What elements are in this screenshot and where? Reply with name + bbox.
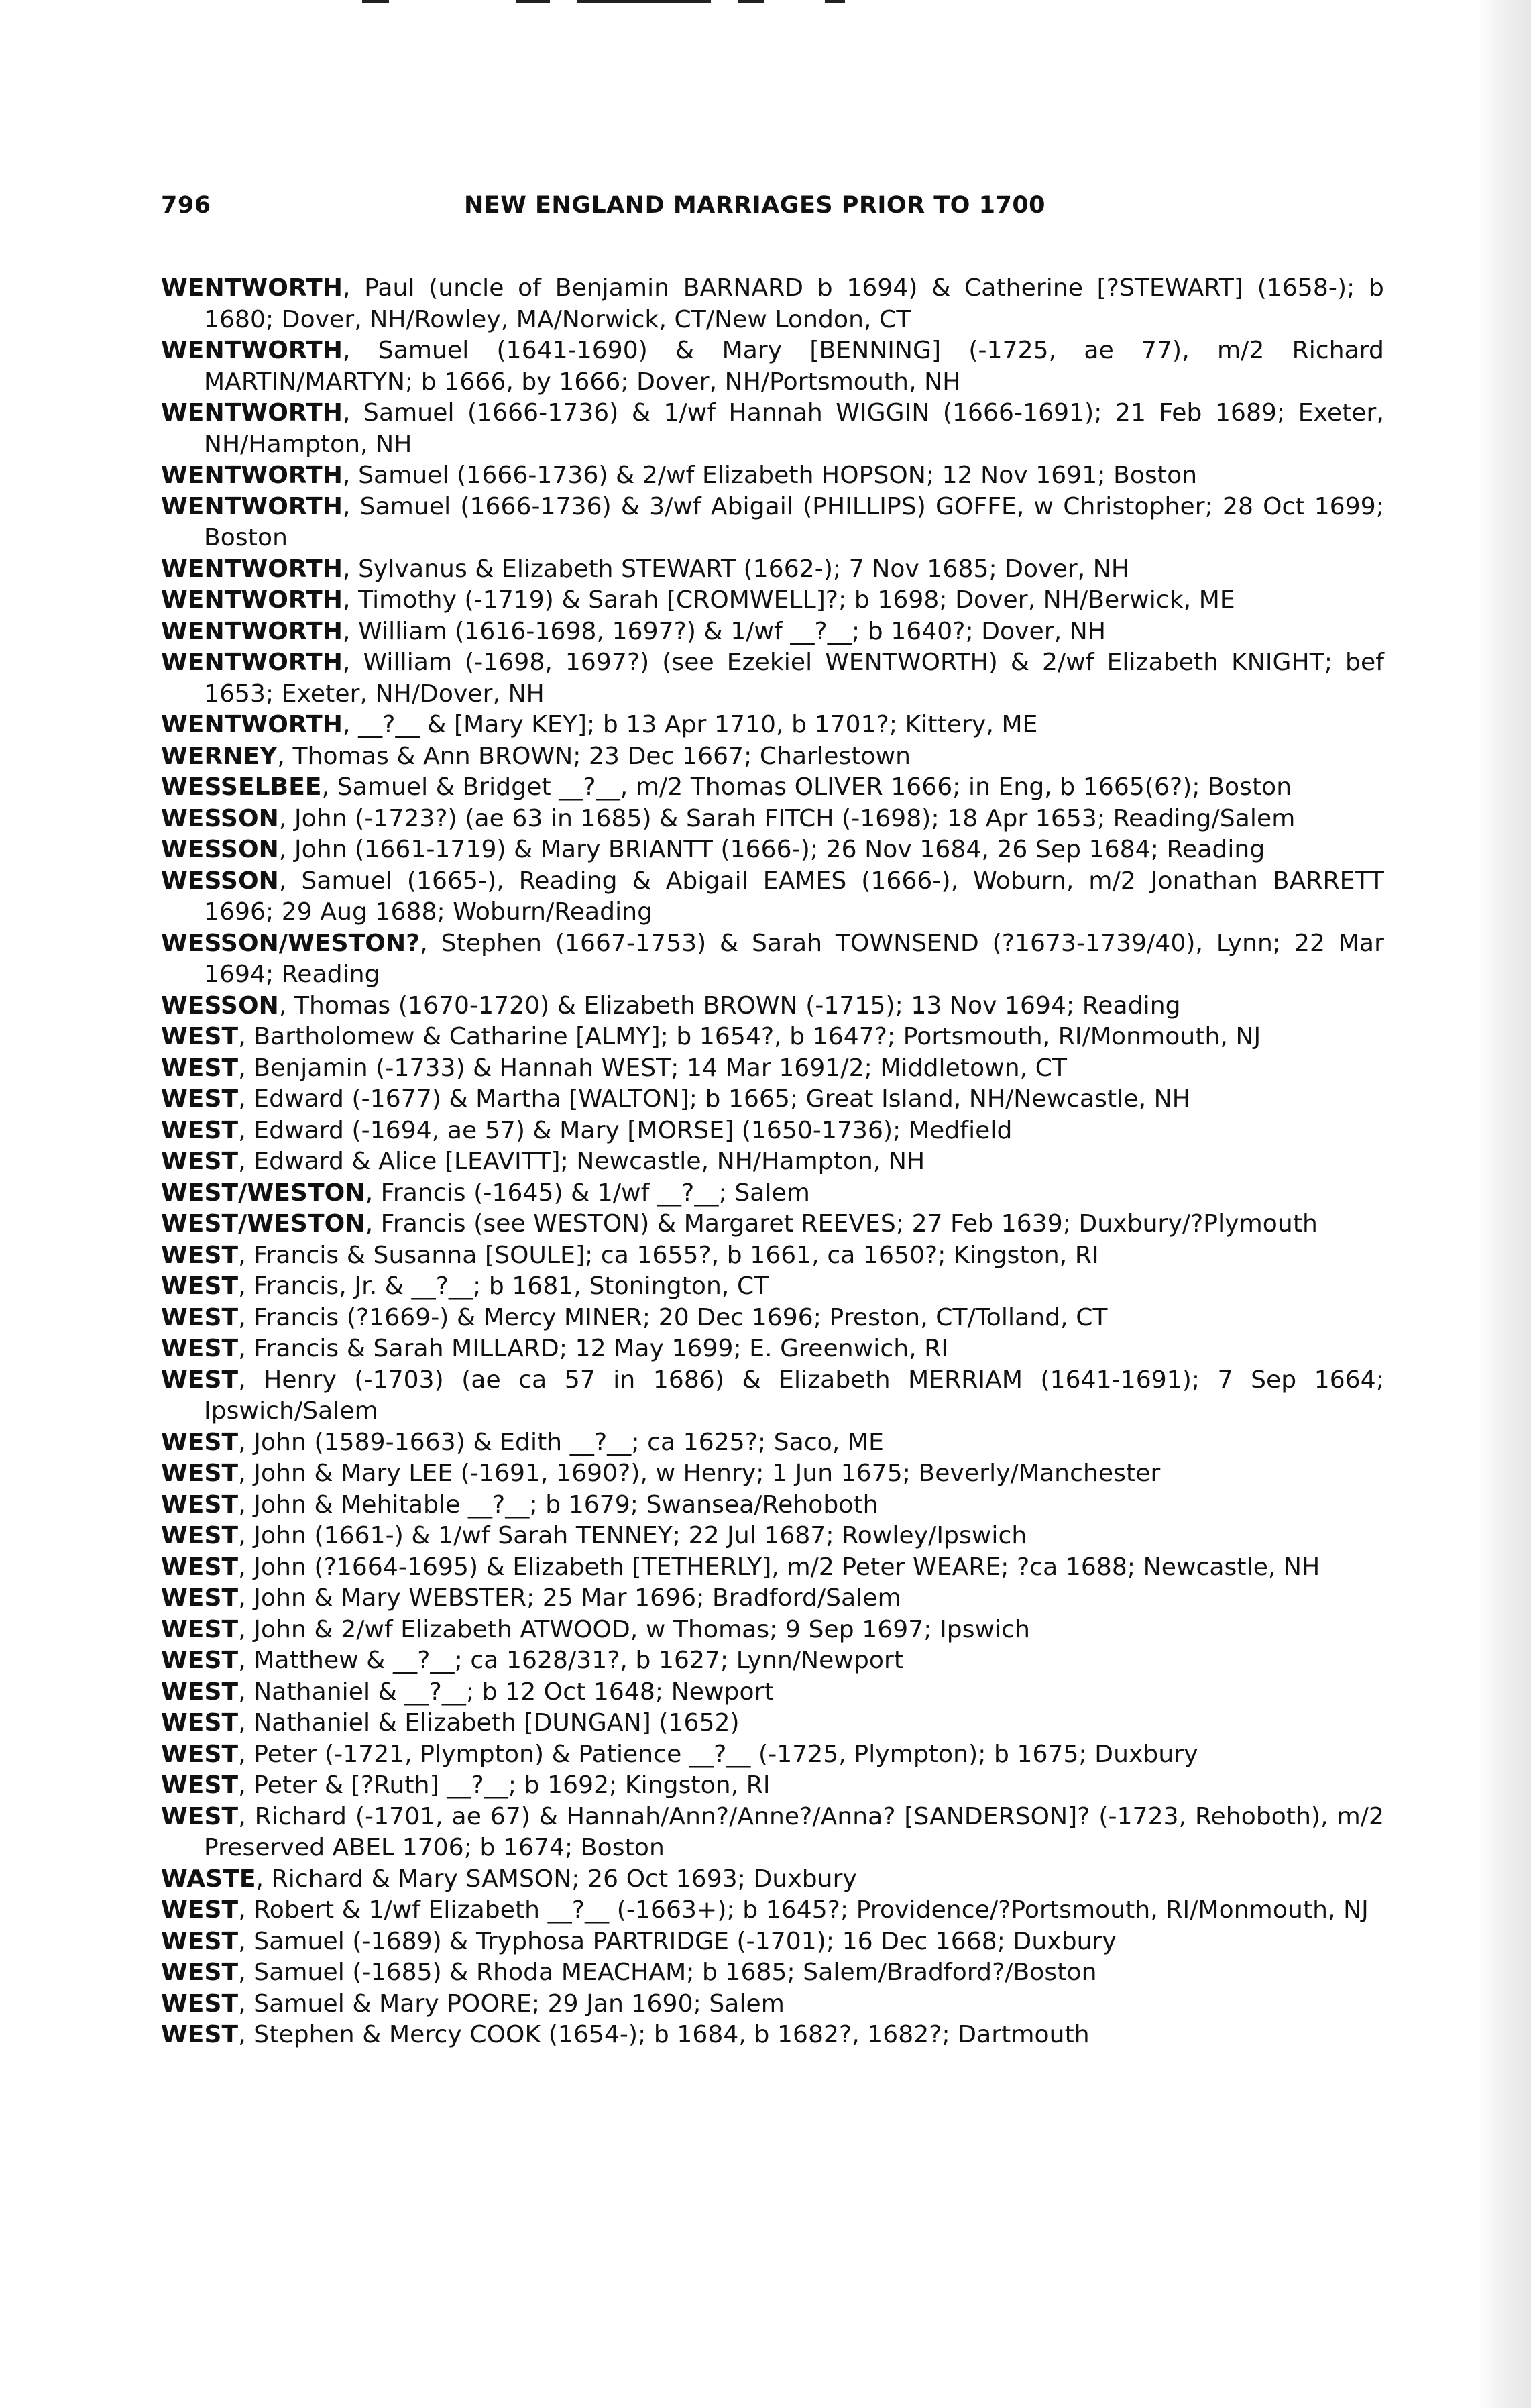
marriage-entry [161,710,1384,741]
marriage-entries-list [161,273,1384,2051]
entry-details: , Robert & 1/wf Elizabeth __?__ (-1663+); b 1645?; Providence/?Portsmouth, RI/Monmouth, NJ [238,1896,1369,1924]
entry-details: , John & 2/wf Elizabeth ATWOOD, w Thomas; 9 Sep 1697; Ipswich [238,1615,1031,1643]
entry-details: , Edward (-1694, ae 57) & Mary [MORSE] (1650-1736); Medfield [238,1116,1013,1144]
entry-surname: WEST [161,1335,239,1362]
entry-surname: WENTWORTH [161,555,343,583]
marriage-entry [161,2020,1384,2051]
entry-details: , Samuel (1666-1736) & 3/wf Abigail (PHILLIPS) GOFFE, w Christopher; 28 Oct 1699; Boston [204,492,1384,551]
entry-surname: WESSELBEE [161,773,322,801]
entry-surname: WENTWORTH [161,492,343,521]
entry-details: , John (?1664-1695) & Elizabeth [TETHERLY], m/2 Peter WEARE; ?ca 1688; Newcastle, NH [238,1553,1320,1581]
entry-details: , Francis, Jr. & __?__; b 1681, Stonington, CT [238,1272,769,1300]
entry-surname: WESSON [161,804,279,832]
entry-details: , Peter & [?Ruth] __?__; b 1692; Kingston, RI [238,1771,771,1799]
entry-details: , Stephen & Mercy COOK (1654-); b 1684, b 1682?, 1682?; Dartmouth [238,2021,1090,2048]
marriage-entry [161,1708,1384,1739]
entry-surname: WEST [161,1989,239,2018]
marriage-entry [161,991,1384,1022]
entry-details: , Samuel (1665-), Reading & Abigail EAMES (1666-), Woburn, m/2 Jonathan BARRETT 1696; 29 Aug 1688; Woburn/Reading [204,867,1384,926]
entry-details: , John (-1723?) (ae 63 in 1685) & Sarah FITCH (-1698); 18 Apr 1653; Reading/Salem [278,804,1296,832]
entry-surname: WEST [161,1428,239,1456]
entry-surname: WEST [161,1959,239,1986]
marriage-entry [161,335,1384,398]
entry-details: , Paul (uncle of Benjamin BARNARD b 1694) & Catherine [?STEWART] (1658-); b 1680; Dover, NH/Rowley, MA/Norwick, CT/New London, CT [204,274,1384,333]
entry-surname: WEST [161,1615,239,1643]
entry-surname: WENTWORTH [161,399,343,427]
entry-surname: WEST [161,1303,239,1331]
entry-details: , Samuel (-1685) & Rhoda MEACHAM; b 1685; Salem/Bradford?/Boston [238,1959,1097,1986]
marriage-entry [161,834,1384,866]
entry-details: , John (1661-) & 1/wf Sarah TENNEY; 22 Jul 1687; Rowley/Ipswich [238,1522,1027,1549]
marriage-entry [161,460,1384,492]
entry-details: , William (-1698, 1697?) (see Ezekiel WENTWORTH) & 2/wf Elizabeth KNIGHT; bef 1653; Exeter, NH/Dover, NH [204,649,1384,708]
marriage-entry [161,741,1384,773]
entry-details: , Peter (-1721, Plympton) & Patience __?__ (-1725, Plympton); b 1675; Duxbury [238,1740,1198,1768]
marriage-entry [161,1957,1384,1989]
entry-surname: WEST [161,1522,239,1549]
entry-details: , John (1661-1719) & Mary BRIANTT (1666-); 26 Nov 1684, 26 Sep 1684; Reading [278,836,1265,863]
entry-surname: WENTWORTH [161,461,343,489]
entry-details: , John & Mary WEBSTER; 25 Mar 1696; Bradford/Salem [238,1584,901,1612]
marriage-entry [161,1084,1384,1115]
running-title: NEW ENGLAND MARRIAGES PRIOR TO 1700 [464,192,1046,219]
scan-top-marks [362,0,872,4]
marriage-entry [161,1115,1384,1147]
marriage-entry [161,1770,1384,1802]
entry-details: , Edward (-1677) & Martha [WALTON]; b 1665; Great Island, NH/Newcastle, NH [238,1085,1190,1113]
entry-details: , William (1616-1698, 1697?) & 1/wf __?__; b 1640?; Dover, NH [343,617,1107,645]
entry-surname: WEST [161,1896,239,1924]
entry-surname: WENTWORTH [161,337,343,364]
entry-details: , Thomas & Ann BROWN; 23 Dec 1667; Charlestown [277,742,911,770]
entry-details: , John & Mary LEE (-1691, 1690?), w Henry; 1 Jun 1675; Beverly/Manchester [238,1460,1161,1487]
marriage-entry [161,492,1384,554]
entry-details: , Samuel & Mary POORE; 29 Jan 1690; Salem [238,1989,785,2018]
entry-surname: WESSON [161,991,279,1020]
entry-surname: WENTWORTH [161,649,343,676]
entry-surname: WEST [161,1148,239,1175]
entry-details: , John & Mehitable __?__; b 1679; Swansea/Rehoboth [238,1490,878,1519]
entry-surname: WENTWORTH [161,711,343,738]
entry-surname: WENTWORTH [161,617,343,645]
marriage-entry [161,1521,1384,1552]
entry-details: , Samuel (1666-1736) & 1/wf Hannah WIGGIN (1666-1691); 21 Feb 1689; Exeter, NH/Hampton, NH [204,399,1384,458]
marriage-entry [161,1802,1384,1864]
entry-surname: WEST [161,1709,239,1737]
entry-details: , Samuel (-1689) & Tryphosa PARTRIDGE (-1701); 16 Dec 1668; Duxbury [238,1927,1117,1955]
entry-details: , Thomas (1670-1720) & Elizabeth BROWN (-1715); 13 Nov 1694; Reading [278,991,1181,1020]
entry-details: , Richard & Mary SAMSON; 26 Oct 1693; Duxbury [256,1865,857,1893]
scan-page-edge [1477,0,1531,2408]
entry-details: , John (1589-1663) & Edith __?__; ca 1625?; Saco, ME [238,1428,884,1456]
marriage-entry [161,1677,1384,1708]
entry-surname: WESSON [161,867,279,895]
entry-surname: WEST [161,1054,239,1082]
entry-surname: WERNEY [161,742,278,770]
entry-surname: WESSON/WESTON? [161,929,420,957]
marriage-entry [161,273,1384,335]
entry-details: , Bartholomew & Catharine [ALMY]; b 1654?, b 1647?; Portsmouth, RI/Monmouth, NJ [238,1023,1261,1050]
entry-surname: WEST [161,1460,239,1487]
entry-details: , Francis (?1669-) & Mercy MINER; 20 Dec 1696; Preston, CT/Tolland, CT [238,1303,1108,1331]
entry-details: , Samuel (1641-1690) & Mary [BENNING] (-1725, ae 77), m/2 Richard MARTIN/MARTYN; b 1666, by 1666; Dover, NH/Portsmouth, NH [204,337,1384,396]
marriage-entry [161,647,1384,710]
entry-surname: WENTWORTH [161,586,343,614]
entry-surname: WASTE [161,1865,256,1893]
entry-details: , Nathaniel & __?__; b 12 Oct 1648; Newport [238,1678,774,1706]
entry-surname: WEST [161,1678,239,1706]
entry-details: , Samuel (1666-1736) & 2/wf Elizabeth HOPSON; 12 Nov 1691; Boston [343,461,1198,489]
entry-details: , Francis & Sarah MILLARD; 12 May 1699; E. Greenwich, RI [238,1335,949,1362]
entry-surname: WEST [161,1023,239,1050]
entry-surname: WEST [161,1927,239,1955]
page-number: 796 [161,192,211,219]
marriage-entry [161,1864,1384,1896]
marriage-entry [161,1895,1384,1926]
marriage-entry [161,1458,1384,1490]
marriage-entry [161,616,1384,648]
entry-details: , Nathaniel & Elizabeth [DUNGAN] (1652) [238,1709,740,1737]
entry-surname: WEST [161,1740,239,1768]
marriage-entry [161,1739,1384,1771]
marriage-entry [161,1645,1384,1677]
entry-details: , Edward & Alice [LEAVITT]; Newcastle, NH/Hampton, NH [238,1148,925,1175]
entry-details: , Benjamin (-1733) & Hannah WEST; 14 Mar 1691/2; Middletown, CT [238,1054,1068,1082]
marriage-entry [161,772,1384,804]
entry-details: , Francis (-1645) & 1/wf __?__; Salem [365,1179,810,1207]
page-header [161,192,1384,225]
entry-surname: WESSON [161,836,279,863]
marriage-entry [161,804,1384,835]
marriage-entry [161,1178,1384,1209]
marriage-entry [161,1333,1384,1365]
marriage-entry [161,1240,1384,1272]
entry-surname: WEST [161,1085,239,1113]
entry-surname: WEST/WESTON [161,1210,365,1238]
entry-surname: WEST [161,1584,239,1612]
entry-details: , __?__ & [Mary KEY]; b 13 Apr 1710, b 1701?; Kittery, ME [343,711,1038,738]
entry-details: , Matthew & __?__; ca 1628/31?, b 1627; Lynn/Newport [238,1647,904,1674]
marriage-entry [161,585,1384,616]
entry-details: , Francis & Susanna [SOULE]; ca 1655?, b 1661, ca 1650?; Kingston, RI [238,1241,1099,1269]
entry-details: , Samuel & Bridget __?__, m/2 Thomas OLIVER 1666; in Eng, b 1665(6?); Boston [321,773,1292,801]
marriage-entry [161,1989,1384,2020]
entry-surname: WEST [161,2021,239,2048]
marriage-entry [161,398,1384,460]
entry-details: , Henry (-1703) (ae ca 57 in 1686) & Elizabeth MERRIAM (1641-1691); 7 Sep 1664; Ipswich/Salem [204,1366,1384,1425]
marriage-entry [161,1552,1384,1584]
entry-details: , Timothy (-1719) & Sarah [CROMWELL]?; b 1698; Dover, NH/Berwick, ME [343,586,1235,614]
entry-surname: WEST [161,1647,239,1674]
entry-surname: WENTWORTH [161,274,343,302]
marriage-entry [161,1583,1384,1615]
marriage-entry [161,1490,1384,1521]
entry-surname: WEST [161,1241,239,1269]
marriage-entry [161,1303,1384,1334]
marriage-entry [161,1365,1384,1427]
marriage-entry [161,1427,1384,1459]
entry-surname: WEST [161,1771,239,1799]
marriage-entry [161,1615,1384,1646]
marriage-entry [161,1053,1384,1085]
entry-surname: WEST [161,1802,239,1830]
marriage-entry [161,1209,1384,1240]
marriage-entry [161,866,1384,928]
entry-surname: WEST [161,1490,239,1519]
entry-surname: WEST [161,1116,239,1144]
marriage-entry [161,554,1384,586]
entry-surname: WEST/WESTON [161,1179,365,1207]
entry-details: , Sylvanus & Elizabeth STEWART (1662-); 7 Nov 1685; Dover, NH [343,555,1130,583]
marriage-entry [161,1146,1384,1178]
entry-details: , Francis (see WESTON) & Margaret REEVES; 27 Feb 1639; Duxbury/?Plymouth [365,1210,1318,1238]
marriage-entry [161,1022,1384,1053]
marriage-entry [161,1926,1384,1958]
marriage-entry [161,928,1384,991]
entry-details: , Richard (-1701, ae 67) & Hannah/Ann?/Anne?/Anna? [SANDERSON]? (-1723, Rehoboth), m/2 Preserved ABEL 1706; b 1674; Boston [204,1802,1384,1861]
entry-details: , Stephen (1667-1753) & Sarah TOWNSEND (?1673-1739/40), Lynn; 22 Mar 1694; Reading [204,929,1384,988]
marriage-entry [161,1271,1384,1303]
entry-surname: WEST [161,1553,239,1581]
entry-surname: WEST [161,1366,239,1394]
entry-surname: WEST [161,1272,239,1300]
